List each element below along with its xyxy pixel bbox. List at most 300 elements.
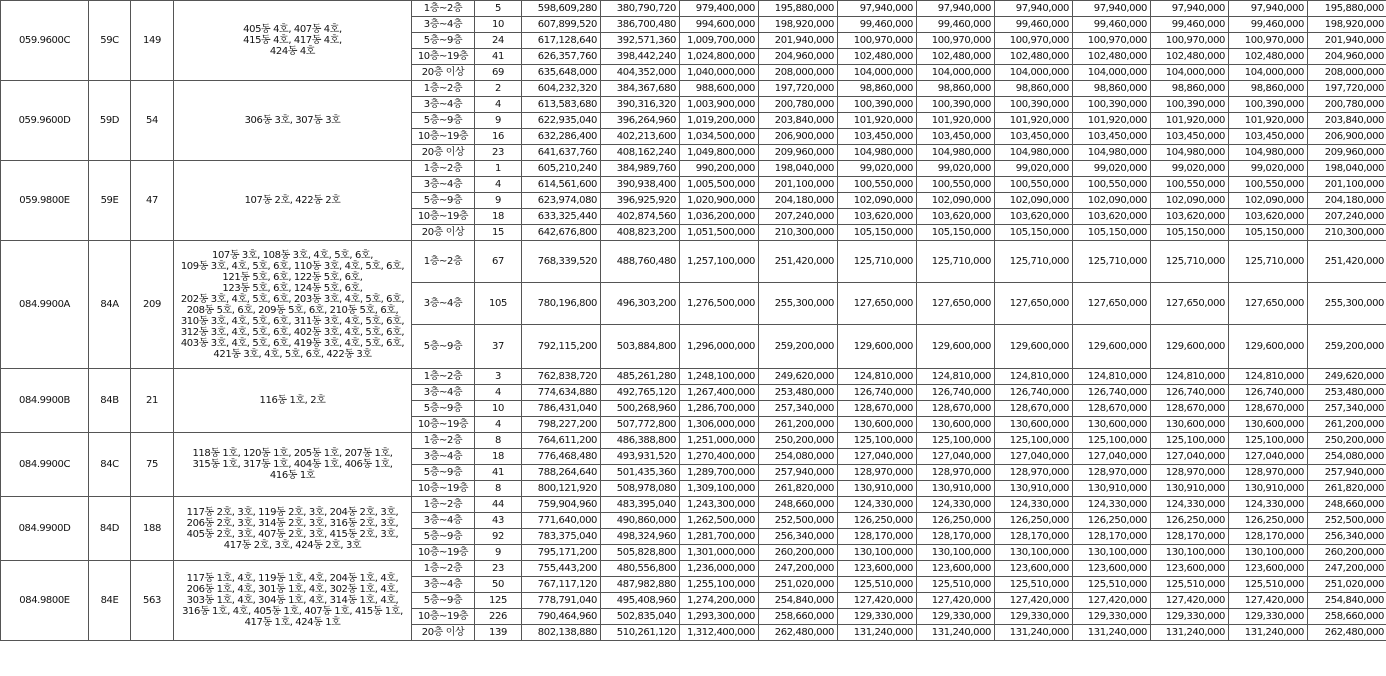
amount-cell: 126,250,000	[838, 513, 917, 529]
amount-cell: 126,250,000	[1073, 513, 1151, 529]
amount-cell: 131,240,000	[838, 625, 917, 641]
floor-range-cell: 3층~4층	[412, 17, 475, 33]
amount-cell: 493,931,520	[601, 449, 680, 465]
amount-cell: 129,600,000	[1229, 325, 1308, 369]
amount-cell: 127,420,000	[1073, 593, 1151, 609]
amount-cell: 1,286,700,000	[680, 401, 759, 417]
amount-cell: 127,650,000	[917, 283, 995, 325]
amount-cell: 128,170,000	[995, 529, 1073, 545]
unit-list-cell: 116동 1호, 2호	[174, 369, 412, 433]
amount-cell: 503,884,800	[601, 325, 680, 369]
amount-cell: 1,276,500,000	[680, 283, 759, 325]
amount-cell: 201,100,000	[1308, 177, 1386, 193]
amount-cell: 767,117,120	[522, 577, 601, 593]
amount-cell: 127,650,000	[1229, 283, 1308, 325]
amount-cell: 128,670,000	[838, 401, 917, 417]
amount-cell: 103,620,000	[917, 209, 995, 225]
amount-cell: 1,020,900,000	[680, 193, 759, 209]
unit-count-cell: 125	[475, 593, 522, 609]
amount-cell: 500,268,960	[601, 401, 680, 417]
amount-cell: 254,840,000	[1308, 593, 1386, 609]
floor-range-cell: 1층~2층	[412, 241, 475, 283]
model-code-cell: 059.9600D	[1, 81, 89, 161]
amount-cell: 204,180,000	[759, 193, 838, 209]
amount-cell: 126,250,000	[1151, 513, 1229, 529]
amount-cell: 380,790,720	[601, 1, 680, 17]
amount-cell: 99,460,000	[1151, 17, 1229, 33]
unit-count-cell: 23	[475, 145, 522, 161]
model-code-cell: 059.9800E	[1, 161, 89, 241]
amount-cell: 390,316,320	[601, 97, 680, 113]
amount-cell: 102,480,000	[1229, 49, 1308, 65]
unit-count-cell: 9	[475, 113, 522, 129]
amount-cell: 200,780,000	[1308, 97, 1386, 113]
amount-cell: 390,938,400	[601, 177, 680, 193]
amount-cell: 250,200,000	[759, 433, 838, 449]
amount-cell: 98,860,000	[1151, 81, 1229, 97]
amount-cell: 642,676,800	[522, 225, 601, 241]
amount-cell: 614,561,600	[522, 177, 601, 193]
model-code-cell: 084.9900C	[1, 433, 89, 497]
amount-cell: 127,040,000	[1151, 449, 1229, 465]
floor-range-cell: 1층~2층	[412, 1, 475, 17]
amount-cell: 759,904,960	[522, 497, 601, 513]
amount-cell: 249,620,000	[759, 369, 838, 385]
amount-cell: 507,772,800	[601, 417, 680, 433]
amount-cell: 99,460,000	[838, 17, 917, 33]
table-row	[1, 433, 1386, 449]
amount-cell: 1,306,000,000	[680, 417, 759, 433]
amount-cell: 105,150,000	[838, 225, 917, 241]
amount-cell: 130,910,000	[1073, 481, 1151, 497]
amount-cell: 131,240,000	[1073, 625, 1151, 641]
floor-range-cell: 20층 이상	[412, 145, 475, 161]
unit-count-cell: 67	[475, 241, 522, 283]
amount-cell: 100,970,000	[838, 33, 917, 49]
floor-range-cell: 3층~4층	[412, 177, 475, 193]
model-code-cell: 084.9900B	[1, 369, 89, 433]
amount-cell: 204,960,000	[1308, 49, 1386, 65]
amount-cell: 1,009,700,000	[680, 33, 759, 49]
floor-range-cell: 20층 이상	[412, 625, 475, 641]
unit-count-cell: 41	[475, 465, 522, 481]
unit-list-cell: 107동 2호, 422동 2호	[174, 161, 412, 241]
amount-cell: 249,620,000	[1308, 369, 1386, 385]
amount-cell: 256,340,000	[1308, 529, 1386, 545]
amount-cell: 210,300,000	[759, 225, 838, 241]
amount-cell: 508,978,080	[601, 481, 680, 497]
amount-cell: 102,090,000	[1151, 193, 1229, 209]
unit-count-cell: 24	[475, 33, 522, 49]
amount-cell: 1,049,800,000	[680, 145, 759, 161]
amount-cell: 1,312,400,000	[680, 625, 759, 641]
amount-cell: 99,020,000	[1151, 161, 1229, 177]
unit-count-cell: 18	[475, 209, 522, 225]
amount-cell: 607,899,520	[522, 17, 601, 33]
amount-cell: 195,880,000	[759, 1, 838, 17]
amount-cell: 99,460,000	[917, 17, 995, 33]
model-code-cell: 084.9900A	[1, 241, 89, 369]
amount-cell: 124,810,000	[838, 369, 917, 385]
unit-list-cell: 107동 3호, 108동 3호, 4호, 5호, 6호, 109동 3호, 4호, 5호, 6호, 110동 3호, 4호, 5호, 6호, 121동 5호, 6호, 122동 5호, 6호, 123동 5호, 6호, 124동 5호, 6호, 202동 3호, 4호, 5호, 6호, 203동 3호, 4호, 5호, 6호, 208동 5호, 6호, 209동 5호, 6호, 210동 5호, 6호, 310동 3호, 4호, 5호, 6호, 311동 3호, 4호, 5호, 6호, 312동 3호, 4호, 5호, 6호, 402동 3호, 4호, 5호, 6호, 403동 3호, 4호, 5호, 6호, 419동 3호, 4호, 5호, 6호, 421동 3호, 4호, 5호, 6호, 422동 3호	[174, 241, 412, 369]
amount-cell: 126,740,000	[917, 385, 995, 401]
amount-cell: 127,040,000	[917, 449, 995, 465]
amount-cell: 251,020,000	[1308, 577, 1386, 593]
amount-cell: 100,970,000	[1229, 33, 1308, 49]
amount-cell: 100,550,000	[917, 177, 995, 193]
unit-count-cell: 41	[475, 49, 522, 65]
amount-cell: 129,600,000	[1073, 325, 1151, 369]
amount-cell: 103,450,000	[1229, 129, 1308, 145]
floor-range-cell: 20층 이상	[412, 225, 475, 241]
amount-cell: 100,970,000	[995, 33, 1073, 49]
amount-cell: 386,700,480	[601, 17, 680, 33]
amount-cell: 125,100,000	[1073, 433, 1151, 449]
amount-cell: 798,227,200	[522, 417, 601, 433]
housing-type-cell: 84D	[89, 497, 131, 561]
amount-cell: 257,340,000	[1308, 401, 1386, 417]
amount-cell: 100,970,000	[1151, 33, 1229, 49]
amount-cell: 496,303,200	[601, 283, 680, 325]
amount-cell: 97,940,000	[995, 1, 1073, 17]
amount-cell: 492,765,120	[601, 385, 680, 401]
amount-cell: 498,324,960	[601, 529, 680, 545]
amount-cell: 1,040,000,000	[680, 65, 759, 81]
unit-count-cell: 2	[475, 81, 522, 97]
amount-cell: 778,791,040	[522, 593, 601, 609]
amount-cell: 257,340,000	[759, 401, 838, 417]
floor-range-cell: 5층~9층	[412, 33, 475, 49]
floor-range-cell: 5층~9층	[412, 113, 475, 129]
amount-cell: 1,270,400,000	[680, 449, 759, 465]
amount-cell: 130,600,000	[838, 417, 917, 433]
amount-cell: 127,650,000	[838, 283, 917, 325]
amount-cell: 209,960,000	[1308, 145, 1386, 161]
amount-cell: 201,940,000	[1308, 33, 1386, 49]
floor-range-cell: 1층~2층	[412, 497, 475, 513]
amount-cell: 641,637,760	[522, 145, 601, 161]
amount-cell: 125,100,000	[917, 433, 995, 449]
amount-cell: 103,450,000	[838, 129, 917, 145]
amount-cell: 124,330,000	[1151, 497, 1229, 513]
amount-cell: 125,710,000	[995, 241, 1073, 283]
amount-cell: 102,480,000	[995, 49, 1073, 65]
floor-range-cell: 5층~9층	[412, 593, 475, 609]
amount-cell: 100,970,000	[917, 33, 995, 49]
amount-cell: 126,250,000	[1229, 513, 1308, 529]
amount-cell: 129,330,000	[917, 609, 995, 625]
amount-cell: 247,200,000	[1308, 561, 1386, 577]
amount-cell: 1,251,000,000	[680, 433, 759, 449]
amount-cell: 776,468,480	[522, 449, 601, 465]
amount-cell: 126,250,000	[917, 513, 995, 529]
amount-cell: 130,100,000	[917, 545, 995, 561]
amount-cell: 755,443,200	[522, 561, 601, 577]
amount-cell: 988,600,000	[680, 81, 759, 97]
amount-cell: 97,940,000	[1229, 1, 1308, 17]
amount-cell: 127,650,000	[1151, 283, 1229, 325]
amount-cell: 203,840,000	[759, 113, 838, 129]
amount-cell: 105,150,000	[995, 225, 1073, 241]
amount-cell: 1,274,200,000	[680, 593, 759, 609]
floor-range-cell: 5층~9층	[412, 529, 475, 545]
amount-cell: 1,301,000,000	[680, 545, 759, 561]
amount-cell: 198,040,000	[1308, 161, 1386, 177]
amount-cell: 98,860,000	[838, 81, 917, 97]
amount-cell: 102,090,000	[838, 193, 917, 209]
amount-cell: 1,281,700,000	[680, 529, 759, 545]
amount-cell: 127,040,000	[1229, 449, 1308, 465]
amount-cell: 100,390,000	[917, 97, 995, 113]
amount-cell: 1,003,900,000	[680, 97, 759, 113]
table-row	[1, 81, 1386, 97]
unit-list-cell: 405동 4호, 407동 4호, 415동 4호, 417동 4호, 424동 4호	[174, 1, 412, 81]
amount-cell: 124,810,000	[1151, 369, 1229, 385]
amount-cell: 102,480,000	[838, 49, 917, 65]
amount-cell: 128,670,000	[1073, 401, 1151, 417]
unit-count-cell: 4	[475, 417, 522, 433]
amount-cell: 104,980,000	[1073, 145, 1151, 161]
amount-cell: 128,170,000	[838, 529, 917, 545]
amount-cell: 105,150,000	[1229, 225, 1308, 241]
amount-cell: 104,000,000	[1151, 65, 1229, 81]
amount-cell: 1,236,000,000	[680, 561, 759, 577]
amount-cell: 1,005,500,000	[680, 177, 759, 193]
amount-cell: 208,000,000	[1308, 65, 1386, 81]
amount-cell: 505,828,800	[601, 545, 680, 561]
unit-count-cell: 69	[475, 65, 522, 81]
unit-count-cell: 92	[475, 529, 522, 545]
amount-cell: 128,670,000	[1151, 401, 1229, 417]
amount-cell: 125,510,000	[1073, 577, 1151, 593]
amount-cell: 99,020,000	[917, 161, 995, 177]
amount-cell: 206,900,000	[759, 129, 838, 145]
amount-cell: 261,820,000	[759, 481, 838, 497]
unit-count-cell: 37	[475, 325, 522, 369]
amount-cell: 128,670,000	[1229, 401, 1308, 417]
amount-cell: 262,480,000	[1308, 625, 1386, 641]
amount-cell: 1,262,500,000	[680, 513, 759, 529]
amount-cell: 398,442,240	[601, 49, 680, 65]
amount-cell: 252,500,000	[1308, 513, 1386, 529]
floor-range-cell: 10층~19층	[412, 129, 475, 145]
unit-count-cell: 4	[475, 177, 522, 193]
floor-range-cell: 1층~2층	[412, 433, 475, 449]
amount-cell: 103,450,000	[995, 129, 1073, 145]
amount-cell: 101,920,000	[1073, 113, 1151, 129]
amount-cell: 124,330,000	[917, 497, 995, 513]
amount-cell: 128,970,000	[1151, 465, 1229, 481]
amount-cell: 626,357,760	[522, 49, 601, 65]
amount-cell: 404,352,000	[601, 65, 680, 81]
amount-cell: 994,600,000	[680, 17, 759, 33]
housing-type-cell: 84B	[89, 369, 131, 433]
amount-cell: 771,640,000	[522, 513, 601, 529]
amount-cell: 488,760,480	[601, 241, 680, 283]
amount-cell: 100,390,000	[995, 97, 1073, 113]
amount-cell: 101,920,000	[1151, 113, 1229, 129]
amount-cell: 104,980,000	[838, 145, 917, 161]
amount-cell: 100,390,000	[1229, 97, 1308, 113]
amount-cell: 129,600,000	[995, 325, 1073, 369]
floor-range-cell: 10층~19층	[412, 481, 475, 497]
amount-cell: 129,600,000	[838, 325, 917, 369]
amount-cell: 125,100,000	[1229, 433, 1308, 449]
amount-cell: 125,510,000	[1229, 577, 1308, 593]
amount-cell: 250,200,000	[1308, 433, 1386, 449]
floor-range-cell: 10층~19층	[412, 49, 475, 65]
amount-cell: 1,309,100,000	[680, 481, 759, 497]
amount-cell: 127,420,000	[917, 593, 995, 609]
amount-cell: 207,240,000	[1308, 209, 1386, 225]
unit-count-cell: 3	[475, 369, 522, 385]
amount-cell: 126,740,000	[1229, 385, 1308, 401]
amount-cell: 402,213,600	[601, 129, 680, 145]
amount-cell: 486,388,800	[601, 433, 680, 449]
amount-cell: 124,810,000	[1073, 369, 1151, 385]
amount-cell: 384,989,760	[601, 161, 680, 177]
amount-cell: 124,810,000	[1229, 369, 1308, 385]
amount-cell: 208,000,000	[759, 65, 838, 81]
unit-count-cell: 4	[475, 97, 522, 113]
amount-cell: 123,600,000	[838, 561, 917, 577]
amount-cell: 105,150,000	[1151, 225, 1229, 241]
amount-cell: 201,100,000	[759, 177, 838, 193]
amount-cell: 126,740,000	[1073, 385, 1151, 401]
amount-cell: 102,090,000	[1073, 193, 1151, 209]
amount-cell: 101,920,000	[838, 113, 917, 129]
unit-count-cell: 226	[475, 609, 522, 625]
amount-cell: 104,000,000	[917, 65, 995, 81]
amount-cell: 485,261,280	[601, 369, 680, 385]
amount-cell: 104,000,000	[1229, 65, 1308, 81]
floor-range-cell: 1층~2층	[412, 81, 475, 97]
amount-cell: 103,620,000	[1073, 209, 1151, 225]
amount-cell: 262,480,000	[759, 625, 838, 641]
amount-cell: 124,330,000	[838, 497, 917, 513]
amount-cell: 259,200,000	[759, 325, 838, 369]
floor-range-cell: 3층~4층	[412, 385, 475, 401]
floor-range-cell: 1층~2층	[412, 161, 475, 177]
unit-count-cell: 4	[475, 385, 522, 401]
amount-cell: 127,040,000	[995, 449, 1073, 465]
amount-cell: 130,100,000	[1229, 545, 1308, 561]
amount-cell: 123,600,000	[1229, 561, 1308, 577]
amount-cell: 200,780,000	[759, 97, 838, 113]
household-count-cell: 47	[131, 161, 174, 241]
amount-cell: 127,420,000	[1151, 593, 1229, 609]
amount-cell: 126,740,000	[1151, 385, 1229, 401]
amount-cell: 127,650,000	[1073, 283, 1151, 325]
unit-count-cell: 8	[475, 481, 522, 497]
amount-cell: 130,600,000	[917, 417, 995, 433]
amount-cell: 255,300,000	[1308, 283, 1386, 325]
amount-cell: 261,820,000	[1308, 481, 1386, 497]
table-row	[1, 1, 1386, 17]
amount-cell: 125,510,000	[995, 577, 1073, 593]
table-row	[1, 241, 1386, 283]
unit-count-cell: 139	[475, 625, 522, 641]
amount-cell: 127,420,000	[838, 593, 917, 609]
amount-cell: 788,264,640	[522, 465, 601, 481]
amount-cell: 408,162,240	[601, 145, 680, 161]
housing-type-cell: 84E	[89, 561, 131, 641]
amount-cell: 792,115,200	[522, 325, 601, 369]
amount-cell: 1,255,100,000	[680, 577, 759, 593]
household-count-cell: 209	[131, 241, 174, 369]
housing-type-cell: 59C	[89, 1, 131, 81]
unit-count-cell: 16	[475, 129, 522, 145]
unit-count-cell: 44	[475, 497, 522, 513]
amount-cell: 131,240,000	[1151, 625, 1229, 641]
amount-cell: 130,600,000	[1073, 417, 1151, 433]
amount-cell: 126,740,000	[995, 385, 1073, 401]
unit-count-cell: 9	[475, 193, 522, 209]
amount-cell: 126,740,000	[838, 385, 917, 401]
amount-cell: 125,710,000	[1229, 241, 1308, 283]
amount-cell: 254,080,000	[1308, 449, 1386, 465]
floor-range-cell: 3층~4층	[412, 513, 475, 529]
floor-range-cell: 3층~4층	[412, 577, 475, 593]
amount-cell: 260,200,000	[759, 545, 838, 561]
amount-cell: 98,860,000	[917, 81, 995, 97]
amount-cell: 1,243,300,000	[680, 497, 759, 513]
amount-cell: 207,240,000	[759, 209, 838, 225]
amount-cell: 633,325,440	[522, 209, 601, 225]
household-count-cell: 149	[131, 1, 174, 81]
amount-cell: 124,330,000	[1073, 497, 1151, 513]
amount-cell: 97,940,000	[1151, 1, 1229, 17]
amount-cell: 103,620,000	[1229, 209, 1308, 225]
unit-count-cell: 5	[475, 1, 522, 17]
amount-cell: 408,823,200	[601, 225, 680, 241]
amount-cell: 104,000,000	[995, 65, 1073, 81]
amount-cell: 632,286,400	[522, 129, 601, 145]
amount-cell: 197,720,000	[759, 81, 838, 97]
amount-cell: 195,880,000	[1308, 1, 1386, 17]
unit-count-cell: 10	[475, 17, 522, 33]
amount-cell: 605,210,240	[522, 161, 601, 177]
household-count-cell: 54	[131, 81, 174, 161]
amount-cell: 98,860,000	[995, 81, 1073, 97]
amount-cell: 251,020,000	[759, 577, 838, 593]
amount-cell: 103,620,000	[838, 209, 917, 225]
amount-cell: 495,408,960	[601, 593, 680, 609]
amount-cell: 252,500,000	[759, 513, 838, 529]
floor-range-cell: 1층~2층	[412, 561, 475, 577]
amount-cell: 124,810,000	[995, 369, 1073, 385]
amount-cell: 102,480,000	[1073, 49, 1151, 65]
amount-cell: 130,100,000	[1073, 545, 1151, 561]
household-count-cell: 21	[131, 369, 174, 433]
amount-cell: 979,400,000	[680, 1, 759, 17]
amount-cell: 802,138,880	[522, 625, 601, 641]
amount-cell: 128,170,000	[1151, 529, 1229, 545]
amount-cell: 255,300,000	[759, 283, 838, 325]
amount-cell: 774,634,880	[522, 385, 601, 401]
amount-cell: 104,980,000	[1229, 145, 1308, 161]
amount-cell: 100,390,000	[1073, 97, 1151, 113]
household-count-cell: 563	[131, 561, 174, 641]
amount-cell: 99,020,000	[995, 161, 1073, 177]
amount-cell: 100,550,000	[995, 177, 1073, 193]
amount-cell: 130,600,000	[1229, 417, 1308, 433]
amount-cell: 257,940,000	[759, 465, 838, 481]
amount-cell: 206,900,000	[1308, 129, 1386, 145]
floor-range-cell: 10층~19층	[412, 209, 475, 225]
amount-cell: 1,267,400,000	[680, 385, 759, 401]
amount-cell: 130,100,000	[838, 545, 917, 561]
